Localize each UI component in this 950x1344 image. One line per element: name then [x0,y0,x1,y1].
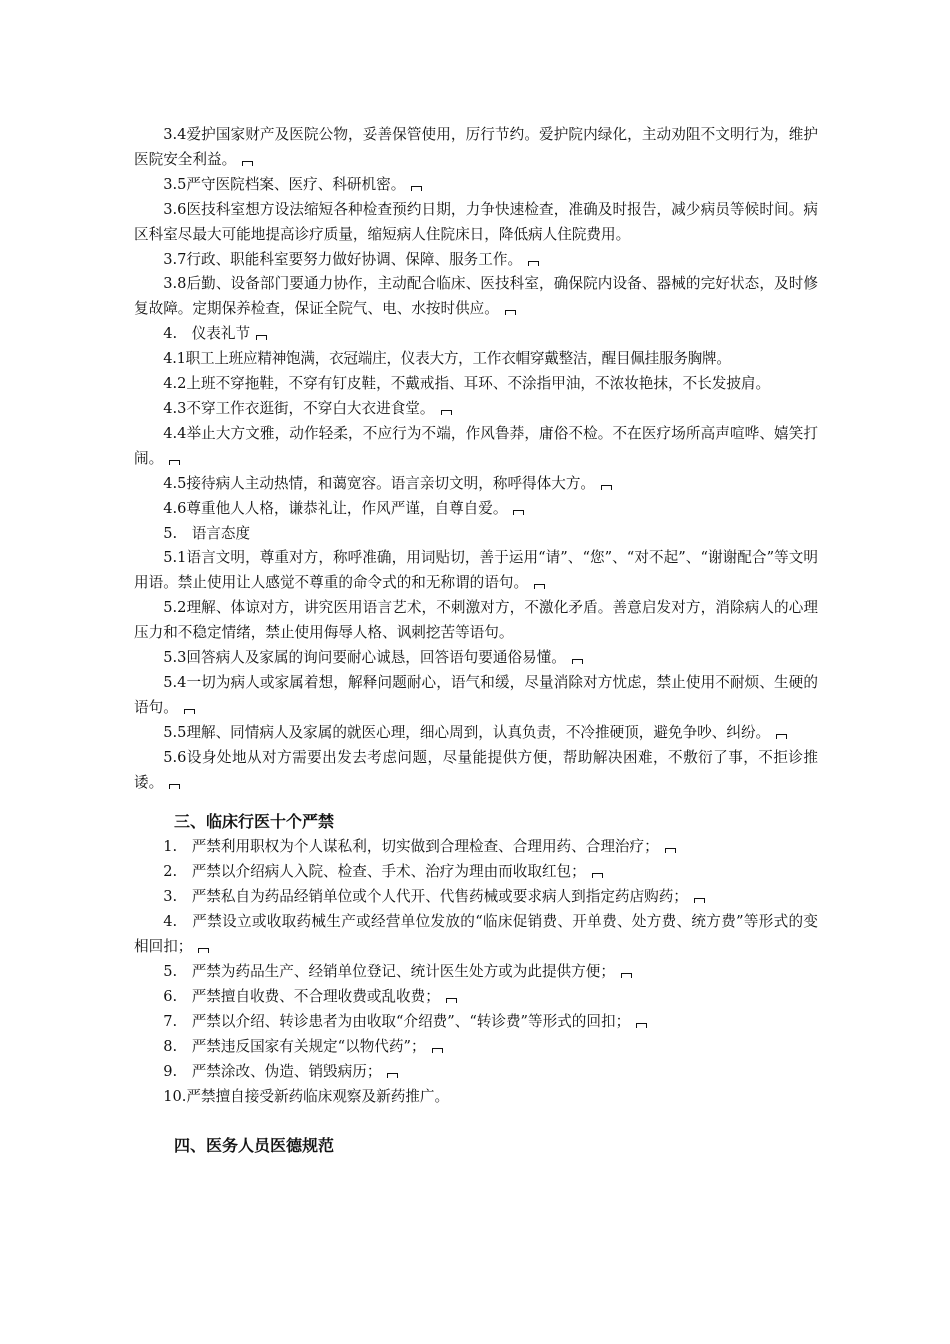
paragraph-5-5 [134,721,818,746]
paragraph-mark-icon [411,186,422,191]
paragraph-mark-icon [387,1073,398,1078]
prohibition-item-1 [134,835,818,860]
prohibition-item-5 [134,960,818,985]
paragraph-3-7 [134,248,818,273]
prohibition-item-7 [134,1010,818,1035]
paragraph-mark-icon [198,948,209,953]
paragraph-4-6 [134,497,818,522]
paragraph-mark-icon [572,659,583,664]
paragraph-text: 3.8后勤、设备部门要通力协作，主动配合临床、医技科室，确保院内设备、器械的完好状态，及时修复故障。定期保养检查，保证全院气、电、水按时供应。 [134,275,818,318]
paragraph-3-5 [134,173,818,198]
paragraph-mark-icon [621,973,632,978]
paragraph-5-1 [134,546,818,596]
paragraph-text: 4.3不穿工作衣逛街，不穿白大衣进食堂。 [163,399,435,417]
paragraph-text: 3.5严守医院档案、医疗、科研机密。 [163,175,406,193]
paragraph-3-8 [134,272,818,322]
paragraph-mark-icon [184,709,195,714]
prohibition-text: 1. 严禁利用职权为个人谋私利，切实做到合理检查、合理用药、合理治疗； [163,838,659,856]
paragraph-3-4 [134,123,818,173]
paragraph-text: 4.1职工上班应精神饱满，衣冠端庄，仪表大方，工作衣帽穿戴整洁，醒目佩挂服务胸牌。 [163,350,731,368]
paragraph-mark-icon [592,873,603,878]
paragraph-4-2 [134,372,818,397]
paragraph-mark-icon [446,998,457,1003]
paragraph-5-2 [134,596,818,646]
prohibition-text: 3. 严禁私自为药品经销单位或个人代开、代售药械或要求病人到指定药店购药； [163,888,688,906]
paragraph-mark-icon [776,734,787,739]
prohibition-item-2 [134,860,818,885]
prohibition-text: 9. 严禁涂改、伪造、销毁病历； [163,1062,382,1080]
prohibition-item-9 [134,1060,818,1085]
spacer [134,795,818,809]
paragraph-4-4 [134,422,818,472]
prohibition-text: 2. 严禁以介绍病人入院、检查、手术、治疗为理由而收取红包； [163,863,586,881]
paragraph-4-3 [134,397,818,422]
paragraph-mark-icon [432,1048,443,1053]
paragraph-text: 3.7行政、职能科室要努力做好协调、保障、服务工作。 [163,250,523,268]
paragraph-mark-icon [665,848,676,853]
prohibition-item-6 [134,985,818,1010]
paragraph-text: 5.4一切为病人或家属着想，解释问题耐心，语气和缓，尽量消除对方忧虑，禁止使用不耐烦、生硬的语句。 [134,673,818,716]
paragraph-text: 3.4爱护国家财产及医院公物，妥善保管使用，厉行节约。爱护院内绿化，主动劝阻不文明行为，维护医院安全利益。 [134,126,818,168]
paragraph-mark-icon [256,335,267,340]
paragraph-3-6 [134,198,818,248]
paragraph-mark-icon [169,460,180,465]
prohibition-item-8 [134,1035,818,1060]
prohibition-text: 6. 严禁擅自收费、不合理收费或乱收费； [163,987,440,1005]
subheading-5 [134,522,818,547]
paragraph-mark-icon [636,1023,647,1028]
prohibition-text: 10.严禁擅自接受新药临床观察及新药推广。 [163,1087,450,1105]
paragraph-text: 5.6设身处地从对方需要出发去考虑问题，尽量能提供方便，帮助解决困难，不敷衍了事，不拒诊推诿。 [134,748,818,791]
paragraph-mark-icon [441,410,452,415]
paragraph-text: 4.2上班不穿拖鞋，不穿有钉皮鞋，不戴戒指、耳环、不涂指甲油，不浓妆艳抹，不长发披肩。 [163,375,771,393]
prohibition-text: 4. 严禁设立或收取药械生产或经营单位发放的“临床促销费、开单费、处方费、统方费”等形式的变相回扣； [134,913,818,956]
prohibition-item-4 [134,910,818,960]
prohibition-text: 5. 严禁为药品生产、经销单位登记、统计医生处方或为此提供方便； [163,963,615,980]
prohibition-text: 8. 严禁违反国家有关规定“以物代药”； [163,1037,426,1055]
subheading-text: 5. 语言态度 [163,524,251,542]
paragraph-text: 5.3回答病人及家属的询问要耐心诚恳，回答语句要通俗易懂。 [163,649,566,667]
prohibition-text: 7. 严禁以介绍、转诊患者为由收取“介绍费”、“转诊费”等形式的回扣； [163,1012,631,1030]
subheading-text: 4. 仪表礼节 [163,325,251,343]
paragraph-4-5 [134,472,818,497]
paragraph-text: 5.1语言文明，尊重对方，称呼准确，用词贴切，善于运用“请”、“您”、“对不起”、“谢谢配合”等文明用语。禁止使用让人感觉不尊重的命令式的和无称谓的语句。 [134,549,818,592]
paragraph-text: 4.6尊重他人人格，谦恭礼让，作风严谨，自尊自爱。 [163,499,508,517]
paragraph-mark-icon [169,784,180,789]
paragraph-mark-icon [601,485,612,490]
paragraph-5-6 [134,746,818,796]
paragraph-mark-icon [534,584,545,589]
paragraph-mark-icon [694,898,705,903]
paragraph-text: 4.4举止大方文雅，动作轻柔，不应行为不端，作风鲁莽，庸俗不检。不在医疗场所高声喧哗、嬉笑打闹。 [134,424,818,467]
paragraph-4-1 [134,347,818,372]
paragraph-text: 5.2理解、体谅对方，讲究医用语言艺术，不刺激对方，不激化矛盾。善意启发对方，消除病人的心理压力和不稳定情绪，禁止使用侮辱人格、讽刺挖苦等语句。 [134,599,818,642]
spacer [134,1109,818,1133]
paragraph-5-4 [134,671,818,721]
prohibition-item-3 [134,885,818,910]
prohibition-item-10 [134,1085,818,1110]
subheading-4 [134,322,818,347]
section-heading-3: 三、临床行医十个严禁 [174,812,335,832]
document-body [134,123,818,1159]
paragraph-mark-icon [528,261,539,266]
paragraph-text: 5.5理解、同情病人及家属的就医心理，细心周到，认真负责，不冷推硬顶，避免争吵、纠纷。 [163,723,771,741]
paragraph-mark-icon [242,161,253,166]
paragraph-5-3 [134,646,818,671]
section-heading-4: 四、医务人员医德规范 [174,1136,335,1156]
paragraph-mark-icon [505,310,516,315]
paragraph-text: 3.6医技科室想方设法缩短各种检查预约日期，力争快速检查，准确及时报告，减少病员等候时间。病区科室尽最大可能地提高诊疗质量，缩短病人住院床日，降低病人住院费用。 [134,200,818,243]
paragraph-text: 4.5接待病人主动热情，和蔼宽容。语言亲切文明，称呼得体大方。 [163,474,596,492]
paragraph-mark-icon [513,510,524,515]
